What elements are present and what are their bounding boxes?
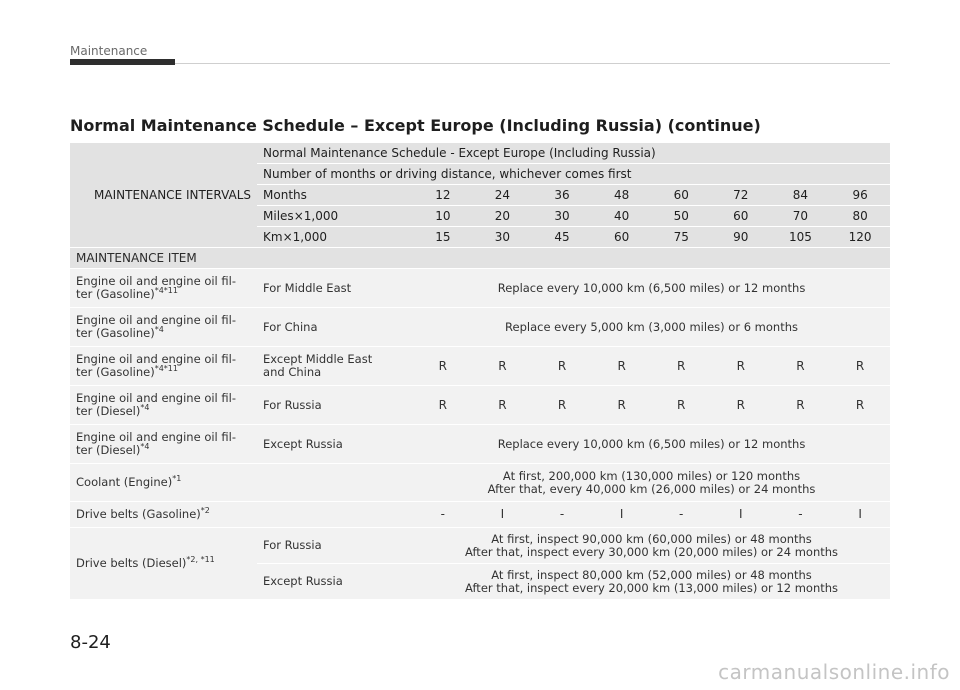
condition: For China bbox=[257, 308, 413, 347]
interval-text: Replace every 5,000 km (3,000 miles) or 6 months bbox=[413, 308, 890, 347]
page-title: Normal Maintenance Schedule – Except Europe (Including Russia) (continue) bbox=[70, 116, 761, 135]
interval-text: At first, inspect 90,000 km (60,000 miles) or 48 months After that, inspect every 30,000 km (20,000 miles) or 24 months bbox=[413, 528, 890, 564]
item-name: Engine oil and engine oil fil- ter (Gasoline)$^{*4}$ bbox=[70, 308, 257, 347]
condition: For Russia bbox=[257, 386, 413, 425]
km-label: Km×1,000 bbox=[257, 227, 413, 248]
watermark: carmanualsonline.info bbox=[718, 660, 950, 684]
schedule-mark: I bbox=[473, 502, 533, 528]
schedule-mark: R bbox=[651, 347, 711, 386]
interval-cell: 50 bbox=[651, 206, 711, 227]
header-bar bbox=[70, 59, 175, 65]
interval-text: Replace every 10,000 km (6,500 miles) or 12 months bbox=[413, 269, 890, 308]
schedule-mark: R bbox=[473, 386, 533, 425]
item-name: Engine oil and engine oil fil- ter (Diesel)$^{*4}$ bbox=[70, 425, 257, 464]
interval-cell: 105 bbox=[771, 227, 831, 248]
schedule-mark: R bbox=[473, 347, 533, 386]
table-row bbox=[70, 425, 890, 464]
months-label: Months bbox=[257, 185, 413, 206]
schedule-mark: R bbox=[651, 386, 711, 425]
item-name: Engine oil and engine oil fil- ter (Gasoline)$^{*4*11}$ bbox=[70, 269, 257, 308]
interval-cell: 60 bbox=[651, 185, 711, 206]
condition: Except Russia bbox=[257, 425, 413, 464]
interval-cell: 24 bbox=[473, 185, 533, 206]
interval-cell: 60 bbox=[592, 227, 652, 248]
interval-cell: 75 bbox=[651, 227, 711, 248]
interval-cell: 36 bbox=[532, 185, 592, 206]
interval-text: At first, 200,000 km (130,000 miles) or 120 months After that, every 40,000 km (26,000 miles) or 24 months bbox=[413, 464, 890, 502]
schedule-mark: R bbox=[532, 347, 592, 386]
schedule-mark: I bbox=[711, 502, 771, 528]
interval-cell: 15 bbox=[413, 227, 473, 248]
item-header-row bbox=[70, 248, 890, 269]
schedule-mark: I bbox=[830, 502, 890, 528]
schedule-mark: R bbox=[711, 386, 771, 425]
schedule-mark: R bbox=[830, 347, 890, 386]
schedule-mark: - bbox=[771, 502, 831, 528]
interval-cell: 30 bbox=[473, 227, 533, 248]
maintenance-item-header: MAINTENANCE ITEM bbox=[70, 248, 890, 269]
whichever-text: Number of months or driving distance, whichever comes first bbox=[257, 164, 890, 185]
table-row bbox=[70, 502, 890, 528]
item-name: Engine oil and engine oil fil- ter (Diesel)$^{*4}$ bbox=[70, 386, 257, 425]
schedule-mark: R bbox=[532, 386, 592, 425]
miles-label: Miles×1,000 bbox=[257, 206, 413, 227]
item-name: Coolant (Engine)$^{*1}$ bbox=[70, 464, 413, 502]
page-number: 8-24 bbox=[70, 632, 111, 653]
schedule-mark: R bbox=[413, 347, 473, 386]
schedule-mark: R bbox=[413, 386, 473, 425]
schedule-mark: - bbox=[651, 502, 711, 528]
interval-cell: 60 bbox=[711, 206, 771, 227]
table-row bbox=[70, 269, 890, 308]
interval-cell: 30 bbox=[532, 206, 592, 227]
schedule-mark: R bbox=[771, 386, 831, 425]
schedule-mark: - bbox=[532, 502, 592, 528]
table-row bbox=[70, 347, 890, 386]
maintenance-schedule-table bbox=[70, 143, 890, 600]
item-name: Drive belts (Diesel)$^{*2, *11}$ bbox=[70, 528, 257, 600]
schedule-name: Normal Maintenance Schedule - Except Europe (Including Russia) bbox=[257, 143, 890, 164]
section-label: Maintenance bbox=[70, 44, 148, 58]
interval-cell: 70 bbox=[771, 206, 831, 227]
interval-cell: 84 bbox=[771, 185, 831, 206]
header-rule bbox=[175, 63, 890, 64]
table-row bbox=[70, 464, 890, 502]
condition: For Russia bbox=[257, 528, 413, 564]
interval-cell: 48 bbox=[592, 185, 652, 206]
interval-cell: 45 bbox=[532, 227, 592, 248]
schedule-mark: R bbox=[711, 347, 771, 386]
interval-cell: 96 bbox=[830, 185, 890, 206]
interval-text: Replace every 10,000 km (6,500 miles) or 12 months bbox=[413, 425, 890, 464]
intervals-label: MAINTENANCE INTERVALS bbox=[70, 143, 257, 248]
condition: Except Russia bbox=[257, 564, 413, 600]
condition: Except Middle East and China bbox=[257, 347, 413, 386]
interval-cell: 90 bbox=[711, 227, 771, 248]
condition: For Middle East bbox=[257, 269, 413, 308]
item-name: Drive belts (Gasoline)$^{*2}$ bbox=[70, 502, 413, 528]
schedule-mark: R bbox=[592, 386, 652, 425]
interval-text: At first, inspect 80,000 km (52,000 miles) or 48 months After that, inspect every 20,000 km (13,000 miles) or 12 months bbox=[413, 564, 890, 600]
schedule-mark: R bbox=[592, 347, 652, 386]
schedule-mark: - bbox=[413, 502, 473, 528]
interval-cell: 80 bbox=[830, 206, 890, 227]
table-row bbox=[70, 308, 890, 347]
schedule-mark: I bbox=[592, 502, 652, 528]
schedule-mark: R bbox=[771, 347, 831, 386]
interval-cell: 12 bbox=[413, 185, 473, 206]
interval-cell: 72 bbox=[711, 185, 771, 206]
schedule-mark: R bbox=[830, 386, 890, 425]
interval-cell: 120 bbox=[830, 227, 890, 248]
table-row bbox=[70, 386, 890, 425]
item-name: Engine oil and engine oil fil- ter (Gasoline)$^{*4*11}$ bbox=[70, 347, 257, 386]
table-row bbox=[70, 528, 890, 564]
interval-cell: 20 bbox=[473, 206, 533, 227]
interval-cell: 10 bbox=[413, 206, 473, 227]
interval-cell: 40 bbox=[592, 206, 652, 227]
